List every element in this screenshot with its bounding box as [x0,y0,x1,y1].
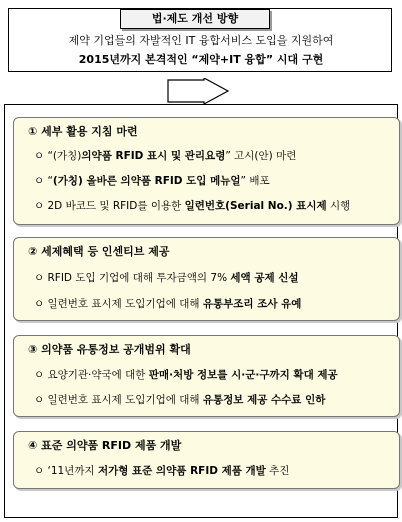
section-title: ① 세부 활용 지침 마련 [28,125,138,138]
list-item: ㅇ 일련번호 표시제 도입기업에 대해 유통부조리 조사 유예 [34,298,302,310]
list-item: ㅇ “(가칭)의약품 RFID 표시 및 관리요령” 고시(안) 마련 [34,150,297,162]
measures-container [4,104,398,518]
list-item: ㅇ ‘11년까지 저가형 표준 의약품 RFID 제품 개발 추진 [34,465,290,477]
list-item: ㅇ RFID 도입 기업에 대해 투자금액의 7% 세액 공제 신설 [34,272,299,284]
goal-line-2: 2015년까지 본격적인 “제약+IT 융합” 시대 구현 [78,53,324,66]
section-title: ④ 표준 의약품 RFID 제품 개발 [28,439,182,452]
section-tab-title: 법·제도 개선 방향 [120,9,270,29]
list-item: ㅇ 일련번호 표시제 도입기업에 대해 유통정보 제공 수수료 인하 [34,394,326,406]
down-arrow-icon [166,78,230,104]
section-guidelines [13,117,400,225]
list-item: ㅇ “(가칭) 올바른 의약품 RFID 도입 메뉴얼” 배포 [34,175,270,187]
section-title: ③ 의약품 유통정보 공개범위 확대 [28,343,191,356]
section-incentives [13,237,400,321]
section-disclosure [13,335,400,417]
list-item: ㅇ 요양기관·약국에 대한 판매·처방 정보를 시·군·구까지 확대 제공 [34,369,338,381]
section-rfid-product [13,431,400,489]
section-title: ② 세제혜택 등 인센티브 제공 [28,245,170,258]
list-item: ㅇ 2D 바코드 및 RFID를 이용한 일련번호(Serial No.) 표시제 시행 [34,200,351,212]
goal-line-1: 제약 기업들의 자발적인 IT 융합서비스 도입을 지원하여 [68,34,334,47]
